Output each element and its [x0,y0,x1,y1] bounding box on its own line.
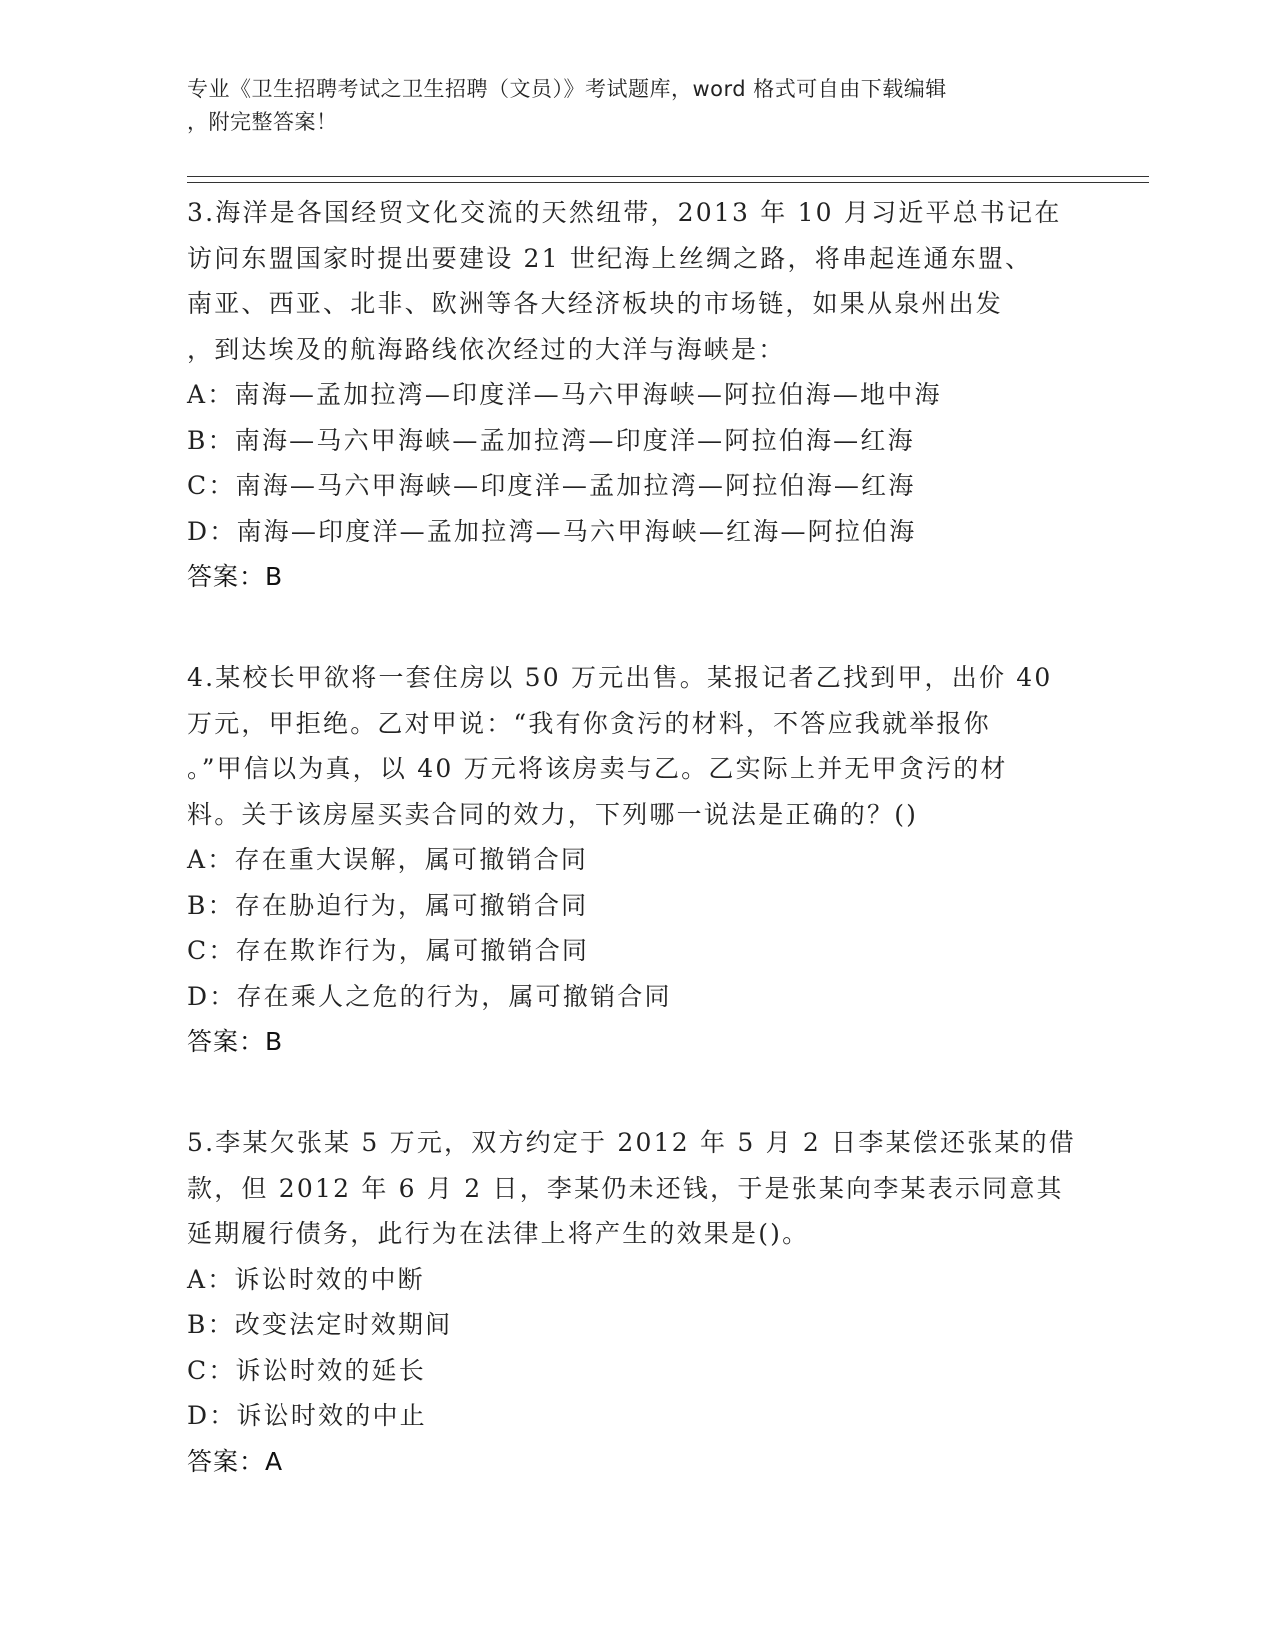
question-stem-line: 款，但 2012 年 6 月 2 日，李某仍未还钱，于是张某向李某表示同意其 [187,1173,1064,1203]
option-a: A：南海—孟加拉湾—印度洋—马六甲海峡—阿拉伯海—地中海 [187,380,942,409]
option-d: D：诉讼时效的中止 [187,1401,427,1430]
option-b: B：存在胁迫行为，属可撤销合同 [187,890,589,920]
option-d: D：南海—印度洋—孟加拉湾—马六甲海峡—红海—阿拉伯海 [187,516,917,546]
question-stem-line: 5.李某欠张某 5 万元，双方约定于 2012 年 5 月 2 日李某偿还张某的借 [187,1128,1076,1157]
question-3 [187,190,1087,599]
answer-label: 答案：B [187,1027,284,1056]
option-a: A：存在重大误解，属可撤销合同 [187,845,589,874]
question-stem-line: ，到达埃及的航海路线依次经过的大洋与海峡是： [187,334,786,364]
question-4 [187,655,1087,1064]
question-stem-line: 延期履行债务，此行为在法律上将产生的效果是()。 [187,1219,810,1248]
question-stem-line: 。”甲信以为真，以 40 万元将该房卖与乙。乙实际上并无甲贪污的材 [187,754,1008,783]
answer-label: 答案：A [187,1446,284,1476]
answer-label: 答案：B [187,562,284,591]
question-stem-line: 南亚、西亚、北非、欧洲等各大经济板块的市场链，如果从泉州出发 [187,289,1004,318]
header-line-2: ，附完整答案！ [187,110,338,134]
header-line-1: 专业《卫生招聘考试之卫生招聘（文员）》考试题库，word 格式可自由下载编辑 [187,77,947,101]
option-c: C：存在欺诈行为，属可撤销合同 [187,936,590,965]
question-stem-line: 3.海洋是各国经贸文化交流的天然纽带，2013 年 10 月习近平总书记在 [187,198,1062,227]
option-a: A：诉讼时效的中断 [187,1264,425,1294]
option-d: D：存在乘人之危的行为，属可撤销合同 [187,981,672,1011]
question-stem-line: 4.某校长甲欲将一套住房以 50 万元出售。某报记者乙找到甲，出价 40 [187,663,1053,692]
option-b: B：改变法定时效期间 [187,1310,453,1339]
header-divider-bottom [187,182,1149,183]
question-list [187,190,1087,1540]
option-b: B：南海—马六甲海峡—孟加拉湾—印度洋—阿拉伯海—红海 [187,425,915,455]
question-5 [187,1120,1087,1484]
option-c: C：南海—马六甲海峡—印度洋—孟加拉湾—阿拉伯海—红海 [187,471,916,500]
option-c: C：诉讼时效的延长 [187,1355,426,1385]
header-divider-top [187,176,1149,177]
question-stem-line: 访问东盟国家时提出要建设 21 世纪海上丝绸之路，将串起连通东盟、 [187,243,1033,273]
question-stem-line: 料。关于该房屋买卖合同的效力，下列哪一说法是正确的？() [187,799,919,829]
document-header [187,73,1067,139]
question-stem-line: 万元，甲拒绝。乙对甲说：“我有你贪污的材料，不答应我就举报你 [187,708,991,738]
